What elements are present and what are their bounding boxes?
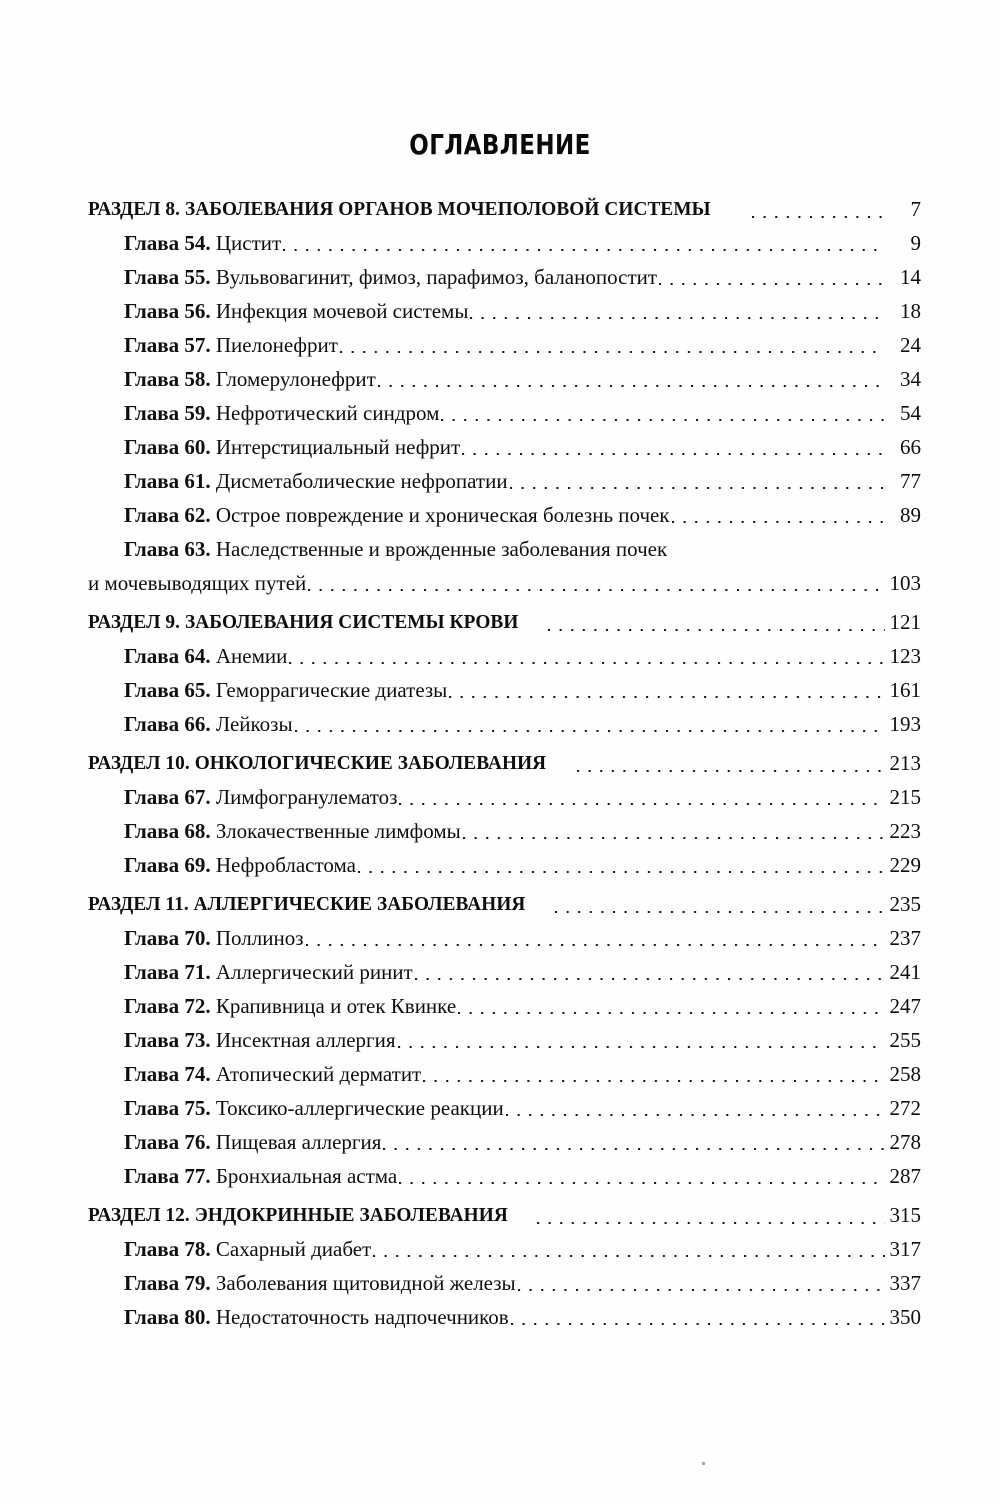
toc-chapter-title: Наследственные и врожденные заболевания почек [215,537,668,561]
toc-page-number[interactable]: 350 [889,1305,921,1329]
toc-page-number[interactable]: 237 [889,926,921,950]
toc-chapter-title: Крапивница и отек Квинке [215,994,457,1018]
toc-page-number[interactable]: 18 [900,299,921,323]
toc-chapter-entry[interactable] [124,1232,921,1266]
toc-chapter-number: Глава 72. [124,994,211,1018]
dot-leader [535,1198,885,1232]
toc-chapter-title: Лейкозы [215,712,293,736]
toc-page-number[interactable]: 77 [900,469,921,493]
toc-page-number[interactable]: 89 [900,503,921,527]
toc-chapter-entry[interactable] [124,639,921,673]
toc-chapter-label [124,921,304,955]
dot-leader [356,848,885,882]
toc-section-label: РАЗДЕЛ 8. ЗАБОЛЕВАНИЯ ОРГАНОВ МОЧЕПОЛОВОЙ СИСТЕМЫ [88,198,711,220]
toc-chapter-entry[interactable] [124,780,921,814]
dot-leader [657,260,885,294]
toc-chapter-number: Глава 59. [124,401,211,425]
toc-chapter-title: Пищевая аллергия [215,1130,382,1154]
dot-leader [397,1159,885,1193]
toc-chapter-title: Поллиноз [215,926,304,950]
dot-leader [461,814,885,848]
dot-leader [397,780,885,814]
toc-chapter-number: Глава 80. [124,1305,211,1329]
toc-chapter-number: Глава 57. [124,333,211,357]
toc-page-number[interactable]: 337 [889,1271,921,1295]
toc-chapter-title: Токсико-аллергические реакции [215,1096,504,1120]
toc-page-number[interactable]: 24 [900,333,921,357]
toc-chapter-label [124,498,670,532]
toc-page-number[interactable]: 213 [889,751,921,775]
toc-chapter-title: Заболевания щитовидной железы [215,1271,516,1295]
toc-chapter-label [124,1232,371,1266]
toc-page-number[interactable]: 193 [889,712,921,736]
dot-leader [376,362,885,396]
toc-chapter-label [124,396,439,430]
toc-section-entry[interactable] [88,605,921,639]
toc-chapter-title: Лимфогранулематоз [215,785,398,809]
toc-chapter-number: Глава 70. [124,926,211,950]
toc-chapter-title: Дисметаболические нефропатии [215,469,508,493]
dot-leader [546,605,885,639]
toc-section-label: РАЗДЕЛ 12. ЭНДОКРИННЫЕ ЗАБОЛЕВАНИЯ [88,1204,508,1226]
toc-page-number[interactable]: 14 [900,265,921,289]
dot-leader [421,1057,885,1091]
toc-chapter-entry[interactable] [124,989,921,1023]
toc-chapter-label [124,639,287,673]
dot-leader [304,921,886,955]
toc-page-number[interactable]: 7 [910,197,921,221]
toc-page-number[interactable]: 241 [889,960,921,984]
toc-page-number[interactable]: 9 [910,231,921,255]
scan-speck-artifact [702,1462,705,1465]
toc-chapter-title: Аллергический ринит [215,960,413,984]
toc-chapter-title: Сахарный диабет [215,1237,372,1261]
dot-leader [456,989,885,1023]
toc-chapter-number: Глава 76. [124,1130,211,1154]
dot-leader [338,328,885,362]
toc-chapter-entry[interactable] [124,362,921,396]
toc-chapter-label [124,673,447,707]
toc-chapter-entry[interactable] [124,921,921,955]
toc-chapter-title: Геморрагические диатезы [215,678,448,702]
toc-chapter-title: Инфекция мочевой системы [215,299,469,323]
dot-leader [396,1023,885,1057]
toc-page-number[interactable]: 272 [889,1096,921,1120]
dot-leader [670,498,885,532]
toc-chapter-title: Гломерулонефрит [215,367,376,391]
dot-leader [381,1125,885,1159]
dot-leader [575,746,885,780]
toc-chapter-number: Глава 71. [124,960,211,984]
toc-chapter-number: Глава 66. [124,712,211,736]
dot-leader [508,464,885,498]
toc-chapter-entry-continuation[interactable] [88,566,921,600]
toc-chapter-entry[interactable] [124,532,921,566]
toc-chapter-number: Глава 69. [124,853,211,877]
toc-page-number[interactable]: 235 [889,892,921,916]
toc-chapter-entry[interactable] [124,1159,921,1193]
toc-chapter-label [124,430,460,464]
toc-chapter-entry[interactable] [124,430,921,464]
toc-chapter-entry[interactable] [124,464,921,498]
toc-chapter-number: Глава 55. [124,265,211,289]
toc-chapter-number: Глава 74. [124,1062,211,1086]
dot-leader [468,294,885,328]
toc-section-label: РАЗДЕЛ 9. ЗАБОЛЕВАНИЯ СИСТЕМЫ КРОВИ [88,611,519,633]
toc-chapter-title: Нефротический синдром [215,401,440,425]
toc-chapter-entry[interactable] [124,707,921,741]
dot-leader [413,955,885,989]
toc-page-number[interactable]: 161 [889,678,921,702]
toc-section-entry[interactable] [88,887,921,921]
toc-chapter-title: Нефробластома [215,853,356,877]
toc-chapter-label [124,1266,516,1300]
toc-chapter-label [124,707,293,741]
toc-page-number[interactable]: 215 [889,785,921,809]
dot-leader [516,1266,885,1300]
toc-chapter-number: Глава 67. [124,785,211,809]
toc-chapter-number: Глава 58. [124,367,211,391]
toc-chapter-title: Инсектная аллергия [215,1028,396,1052]
toc-chapter-label [124,814,461,848]
toc-chapter-label [124,1091,504,1125]
toc-chapter-label [124,226,281,260]
toc-chapter-number: Глава 77. [124,1164,211,1188]
toc-page-number[interactable]: 121 [889,610,921,634]
toc-page-number[interactable]: 287 [889,1164,921,1188]
toc-chapter-entry[interactable] [124,673,921,707]
dot-leader [371,1232,885,1266]
toc-chapter-entry[interactable] [124,1300,921,1334]
dot-leader [306,566,885,600]
toc-page-number[interactable]: 54 [900,401,921,425]
toc-chapter-number: Глава 73. [124,1028,211,1052]
toc-chapter-entry[interactable] [124,848,921,882]
toc-chapter-label [124,1125,381,1159]
toc-page-number[interactable]: 315 [889,1203,921,1227]
toc-chapter-entry[interactable] [124,1091,921,1125]
toc-chapter-label [124,848,356,882]
toc-chapter-entry[interactable] [124,1266,921,1300]
dot-leader [287,639,885,673]
dot-leader [293,707,885,741]
toc-page-number[interactable]: 229 [889,853,921,877]
toc-page-number[interactable]: 247 [889,994,921,1018]
toc-chapter-entry[interactable] [124,1023,921,1057]
toc-chapter-number: Глава 63. [124,537,211,561]
table-of-contents-list [88,192,921,1334]
dot-leader [509,1300,885,1334]
toc-chapter-number: Глава 61. [124,469,211,493]
page-title: ОГЛАВЛЕНИЕ [409,128,591,161]
toc-section-entry[interactable] [88,1198,921,1232]
toc-chapter-entry[interactable] [124,814,921,848]
toc-chapter-number: Глава 62. [124,503,211,527]
toc-chapter-number: Глава 60. [124,435,211,459]
toc-chapter-entry[interactable] [124,498,921,532]
toc-chapter-entry[interactable] [124,396,921,430]
toc-page-number[interactable]: 123 [889,644,921,668]
toc-chapter-number: Глава 78. [124,1237,211,1261]
dot-leader [460,430,885,464]
toc-chapter-title-continued: и мочевыводящих путей [88,571,307,595]
toc-section-entry[interactable] [88,192,921,226]
toc-page-number[interactable]: 103 [889,571,921,595]
toc-chapter-title: Вульвовагинит, фимоз, парафимоз, баланопостит [215,265,658,289]
toc-chapter-label [124,328,338,362]
toc-chapter-label [124,989,456,1023]
dot-leader [504,1091,885,1125]
toc-chapter-number: Глава 75. [124,1096,211,1120]
toc-chapter-label [124,1057,421,1091]
dot-leader [447,673,885,707]
toc-chapter-label [124,1300,509,1334]
toc-page-number[interactable]: 255 [889,1028,921,1052]
toc-chapter-label [124,464,508,498]
toc-chapter-title: Интерстициальный нефрит [215,435,461,459]
dot-leader [553,887,885,921]
toc-chapter-number: Глава 79. [124,1271,211,1295]
toc-chapter-label [124,362,376,396]
toc-chapter-title: Атопический дерматит [215,1062,422,1086]
toc-chapter-number: Глава 64. [124,644,211,668]
toc-page-number[interactable]: 317 [889,1237,921,1261]
toc-chapter-label [124,260,657,294]
toc-page-number[interactable]: 223 [889,819,921,843]
toc-chapter-entry[interactable] [124,226,921,260]
toc-chapter-title: Бронхиальная астма [215,1164,398,1188]
toc-chapter-number: Глава 65. [124,678,211,702]
toc-chapter-title: Острое повреждение и хроническая болезнь почек [215,503,670,527]
toc-chapter-entry[interactable] [124,1057,921,1091]
dot-leader [281,226,885,260]
toc-chapter-title: Пиелонефрит [215,333,338,357]
toc-chapter-label [124,1023,396,1057]
dot-leader [750,192,885,226]
dot-leader [439,396,885,430]
toc-chapter-label [124,532,667,566]
toc-chapter-entry[interactable] [124,294,921,328]
toc-chapter-title: Злокачественные лимфомы [215,819,461,843]
toc-chapter-number: Глава 56. [124,299,211,323]
toc-chapter-title: Анемии [215,644,288,668]
toc-chapter-entry[interactable] [124,1125,921,1159]
toc-section-entry[interactable] [88,746,921,780]
toc-chapter-entry[interactable] [124,260,921,294]
toc-chapter-number: Глава 54. [124,231,211,255]
toc-chapter-label [124,780,397,814]
toc-page-number[interactable]: 66 [900,435,921,459]
toc-page-number[interactable]: 278 [889,1130,921,1154]
toc-chapter-title: Цистит [215,231,282,255]
toc-chapter-label [124,294,468,328]
toc-chapter-entry[interactable] [124,955,921,989]
toc-chapter-title: Недостаточность надпочечников [215,1305,509,1329]
toc-page-number[interactable]: 34 [900,367,921,391]
toc-section-label: РАЗДЕЛ 11. АЛЛЕРГИЧЕСКИЕ ЗАБОЛЕВАНИЯ [88,893,526,915]
toc-chapter-label [124,1159,397,1193]
toc-section-label: РАЗДЕЛ 10. ОНКОЛОГИЧЕСКИЕ ЗАБОЛЕВАНИЯ [88,752,547,774]
toc-chapter-number: Глава 68. [124,819,211,843]
toc-chapter-label [124,955,413,989]
toc-page-number[interactable]: 258 [889,1062,921,1086]
toc-chapter-entry[interactable] [124,328,921,362]
